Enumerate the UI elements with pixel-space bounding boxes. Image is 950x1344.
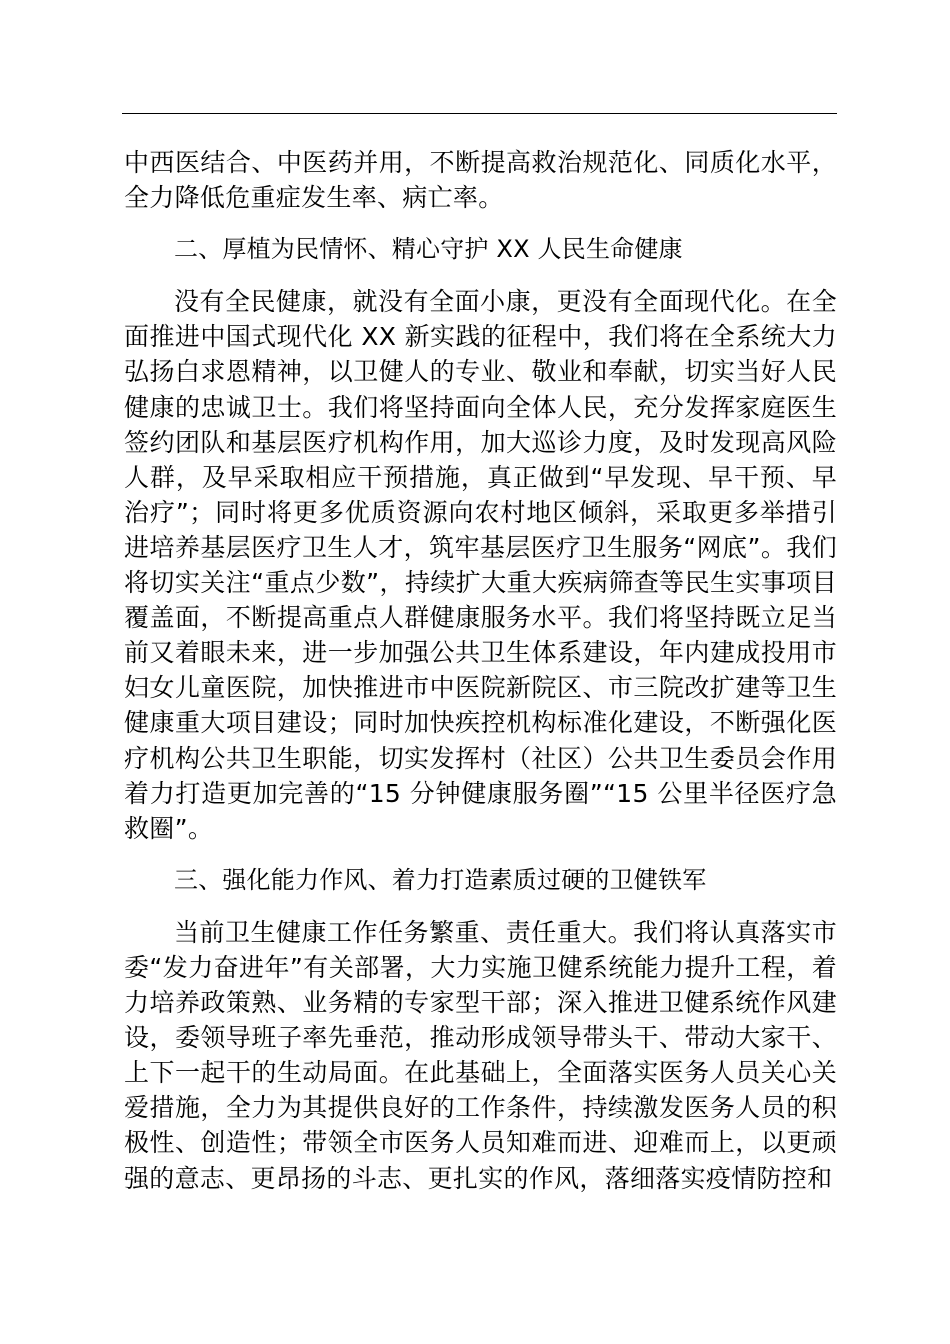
paragraph-continued: 中西医结合、中医药并用，不断提高救治规范化、同质化水平，全力降低危重症发生率、病亡率。 [124,148,837,213]
document-body [124,145,837,1196]
section-heading-3: 三、强化能力作风、着力打造素质过硬的卫健铁军 [174,865,707,894]
header-rule [122,113,837,114]
paragraph-section-2: 没有全民健康，就没有全面小康，更没有全面现代化。在全面推进中国式现代化 XX 新实践的征程中，我们将在全系统大力弘扬白求恩精神，以卫健人的专业、敬业和奉献，切实当好人民健康的忠诚卫士。我们将坚持面向全体人民，充分发挥家庭医生签约团队和基层医疗机构作用，加大巡诊力度，及时发现高风险人群，及早采取相应干预措施，真正做到“早发现、早干预、早治疗”；同时将更多优质资源向农村地区倾斜，采取更多举措引进培养基层医疗卫生人才，筑牢基层医疗卫生服务“网底”。我们将切实关注“重点少数”，持续扩大重大疾病筛查等民生实事项目覆盖面，不断提高重点人群健康服务水平。我们将坚持既立足当前又着眼未来，进一步加强公共卫生体系建设，年内建成投用市妇女儿童医院，加快推进市中医院新院区、市三院改扩建等卫生健康重大项目建设；同时加快疾控机构标准化建设，不断强化医疗机构公共卫生职能，切实发挥村（社区）公共卫生委员会作用着力打造更加完善的“15 分钟健康服务圈”“15 公里半径医疗急救圈”。 [124,287,837,843]
section-heading-2: 二、厚植为民情怀、精心守护 XX 人民生命健康 [174,235,683,264]
paragraph-section-3: 当前卫生健康工作任务繁重、责任重大。我们将认真落实市委“发力奋进年”有关部署，大力实施卫健系统能力提升工程，着力培养政策熟、业务精的专家型干部；深入推进卫健系统作风建设，委领导班子率先垂范，推动形成领导带头干、带动大家干、上下一起干的生动局面。在此基础上，全面落实医务人员关心关爱措施，全力为其提供良好的工作条件，持续激发医务人员的积极性、创造性；带领全市医务人员知难而进、迎难而上，以更顽强的意志、更昂扬的斗志、更扎实的作风，落细落实疫情防控和 [124,917,837,1193]
